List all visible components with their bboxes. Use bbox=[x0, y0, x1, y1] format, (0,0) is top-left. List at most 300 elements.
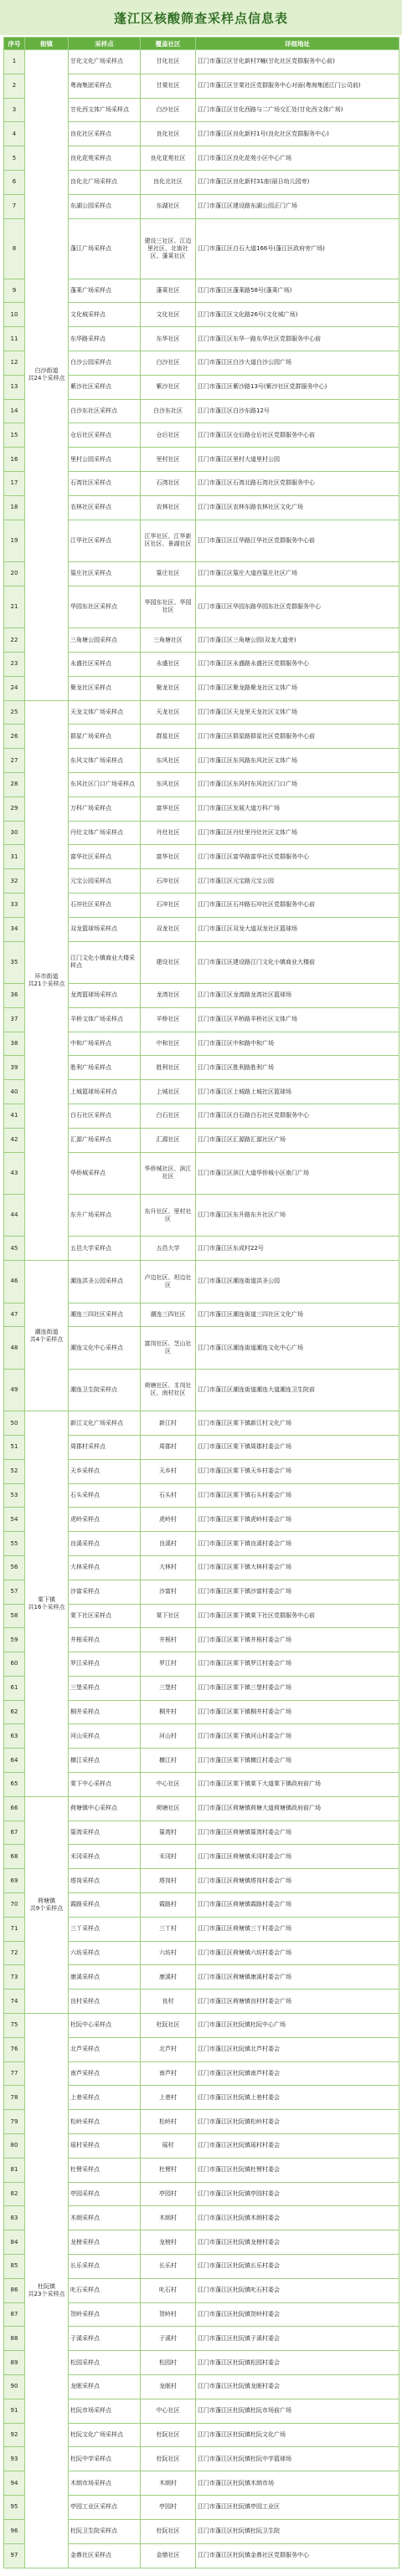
detailed-address: 江门市蓬江区三角塘公园(双龙大道旁) bbox=[196, 628, 399, 653]
covered-community: 松园村 bbox=[141, 2351, 196, 2375]
sampling-site-name: 中和广场采样点 bbox=[69, 1032, 141, 1056]
table-row bbox=[4, 2014, 399, 2038]
row-number: 17 bbox=[4, 471, 25, 495]
covered-community: 三丫村 bbox=[141, 1917, 196, 1941]
detailed-address: 江门市蓬江区杜阮镇子溪村委会 bbox=[196, 2327, 399, 2351]
row-number: 4 bbox=[4, 122, 25, 146]
row-number: 77 bbox=[4, 2061, 25, 2086]
sampling-site-name: 金鼎社区采样点 bbox=[69, 2543, 141, 2568]
covered-community: 三堡村 bbox=[141, 1676, 196, 1700]
row-number: 83 bbox=[4, 2206, 25, 2230]
detailed-address: 江门市蓬江区东华一路东华社区党群服务中心前 bbox=[196, 327, 399, 351]
table-body bbox=[4, 50, 399, 2568]
sampling-site-name: 潮连卫生院采样点 bbox=[69, 1369, 141, 1411]
detailed-address: 江门市蓬江区白沙大道白沙公园广场 bbox=[196, 351, 399, 375]
row-number: 79 bbox=[4, 2110, 25, 2134]
sampling-site-name: 长乐采样点 bbox=[69, 2255, 141, 2279]
row-number: 75 bbox=[4, 2014, 25, 2038]
sampling-site-name: 东华路采样点 bbox=[69, 327, 141, 351]
header-row bbox=[4, 38, 399, 50]
row-number: 8 bbox=[4, 218, 25, 279]
covered-community: 霞路村 bbox=[141, 1893, 196, 1918]
row-number: 26 bbox=[4, 725, 25, 749]
row-number: 22 bbox=[4, 628, 25, 653]
row-number: 5 bbox=[4, 146, 25, 171]
sampling-site-name: 沙富采样点 bbox=[69, 1580, 141, 1604]
sampling-site-name: 上巷采样点 bbox=[69, 2086, 141, 2110]
row-number: 95 bbox=[4, 2495, 25, 2519]
sampling-site-name: 良化花苑采样点 bbox=[69, 146, 141, 171]
detailed-address: 江门市蓬江区杜阮镇上巷村委会 bbox=[196, 2086, 399, 2110]
sampling-site-name: 石湾社区采样点 bbox=[69, 471, 141, 495]
covered-community: 东风社区 bbox=[141, 772, 196, 796]
town-site-count: 共21个采样点 bbox=[28, 980, 65, 987]
sampling-site-name: 潮连文化中心采样点 bbox=[69, 1327, 141, 1369]
detailed-address: 江门市蓬江区潮连街道洪圣公园 bbox=[196, 1261, 399, 1303]
column-header-town: 街镇 bbox=[25, 38, 69, 50]
covered-community: 荷塘社区 bbox=[141, 1796, 196, 1821]
sampling-site-name: 蓬江广场采样点 bbox=[69, 218, 141, 279]
row-number: 52 bbox=[4, 1459, 25, 1483]
detailed-address: 江门市蓬江区篁庄大道西篁庄社区广场 bbox=[196, 561, 399, 586]
covered-community: 紫沙社区 bbox=[141, 375, 196, 399]
table-row bbox=[4, 1261, 399, 1303]
sampling-site-name: 蓬莱广场采样点 bbox=[69, 279, 141, 303]
sampling-site-name: 松园采样点 bbox=[69, 2351, 141, 2375]
covered-community: 丹灶社区 bbox=[141, 821, 196, 845]
town-cell bbox=[25, 1261, 69, 1411]
covered-community: 杜臂村 bbox=[141, 2158, 196, 2182]
row-number: 49 bbox=[4, 1369, 25, 1411]
detailed-address: 江门市蓬江区良化花苑小区中心广场 bbox=[196, 146, 399, 171]
detailed-address: 江门市蓬江区杜阮镇木朗市场 bbox=[196, 2471, 399, 2496]
table-row bbox=[4, 50, 399, 74]
town-cell bbox=[25, 1411, 69, 1797]
detailed-address: 江门市蓬江区荷塘镇荷塘大道荷塘镇政府前广场 bbox=[196, 1796, 399, 1821]
row-number: 33 bbox=[4, 893, 25, 917]
row-number: 69 bbox=[4, 1869, 25, 1893]
row-number: 70 bbox=[4, 1893, 25, 1918]
detailed-address: 江门市蓬江区中和路中和广场 bbox=[196, 1032, 399, 1056]
row-number: 7 bbox=[4, 194, 25, 218]
sampling-site-name: 里村公园采样点 bbox=[69, 448, 141, 472]
covered-community: 天龙社区 bbox=[141, 700, 196, 725]
sampling-site-name: 白沙公园采样点 bbox=[69, 351, 141, 375]
detailed-address: 江门市蓬江区棠下镇罗江村委会广场 bbox=[196, 1652, 399, 1677]
row-number: 97 bbox=[4, 2543, 25, 2568]
town-site-count: 共4个采样点 bbox=[29, 1335, 64, 1343]
covered-community: 六坊村 bbox=[141, 1941, 196, 1965]
sampling-site-name: 良村采样点 bbox=[69, 1990, 141, 2014]
sampling-site-name: 三丫采样点 bbox=[69, 1917, 141, 1941]
sampling-site-name: 上城篮球场采样点 bbox=[69, 1080, 141, 1104]
sampling-site-name: 杜阮中心采样点 bbox=[69, 2014, 141, 2038]
covered-community: 富华社区 bbox=[141, 845, 196, 869]
sampling-site-name: 东升广场采样点 bbox=[69, 1194, 141, 1236]
row-number: 10 bbox=[4, 303, 25, 327]
row-number: 64 bbox=[4, 1749, 25, 1773]
sampling-site-name: 桐井采样点 bbox=[69, 1700, 141, 1724]
detailed-address: 江门市蓬江区里村大道里村公园 bbox=[196, 448, 399, 472]
row-number: 12 bbox=[4, 351, 25, 375]
detailed-address: 江门市蓬江区羊桥路羊桥社区文体广场 bbox=[196, 1007, 399, 1032]
sampling-site-name: 石头采样点 bbox=[69, 1483, 141, 1508]
detailed-address: 江门市蓬江区荷塘镇禾冈村委会广场 bbox=[196, 1845, 399, 1869]
covered-community: 桐井村 bbox=[141, 1700, 196, 1724]
column-header-community: 覆盖社区 bbox=[141, 38, 196, 50]
covered-community: 白沙社区 bbox=[141, 98, 196, 122]
detailed-address: 江门市蓬江区杜阮镇贺岭村委会 bbox=[196, 2302, 399, 2327]
covered-community: 东风社区 bbox=[141, 749, 196, 773]
row-number: 18 bbox=[4, 495, 25, 520]
detailed-address: 江门市蓬江区丹灶里丹灶社区文体广场 bbox=[196, 821, 399, 845]
covered-community: 南芦村 bbox=[141, 2061, 196, 2086]
covered-community: 聚龙社区 bbox=[141, 676, 196, 700]
detailed-address: 江门市蓬江区紫沙路13号(紫沙社区党群服务中心) bbox=[196, 375, 399, 399]
detailed-address: 江门市蓬江区棠下镇虎岭村委会广场 bbox=[196, 1508, 399, 1532]
covered-community: 双龙社区 bbox=[141, 917, 196, 941]
sampling-site-name: 棠下社区采样点 bbox=[69, 1604, 141, 1628]
row-number: 66 bbox=[4, 1796, 25, 1821]
row-number: 39 bbox=[4, 1056, 25, 1080]
covered-community: 河山村 bbox=[141, 1724, 196, 1749]
row-number: 1 bbox=[4, 50, 25, 74]
covered-community: 木朗村 bbox=[141, 2471, 196, 2496]
row-number: 20 bbox=[4, 561, 25, 586]
covered-community: 石冲社区 bbox=[141, 869, 196, 894]
sampling-site-name: 潮连洪圣公园采样点 bbox=[69, 1261, 141, 1303]
table-row bbox=[4, 700, 399, 725]
covered-community: 中心社区 bbox=[141, 2399, 196, 2423]
sampling-site-name: 杜阮中学采样点 bbox=[69, 2447, 141, 2471]
detailed-address: 江门市蓬江区杜阮镇亭园村委会 bbox=[196, 2182, 399, 2206]
covered-community: 禾冈村 bbox=[141, 1845, 196, 1869]
row-number: 55 bbox=[4, 1532, 25, 1556]
detailed-address: 江门市蓬江区棠下镇周郡村委会广场 bbox=[196, 1435, 399, 1459]
detailed-address: 江门市蓬江区东成村22号 bbox=[196, 1237, 399, 1261]
row-number: 43 bbox=[4, 1152, 25, 1194]
detailed-address: 江门市蓬江区荷塘镇塔岗村委会广场 bbox=[196, 1869, 399, 1893]
detailed-address: 江门市蓬江区潮连街道三四社区文化广场 bbox=[196, 1303, 399, 1327]
covered-community: 三角塘社区 bbox=[141, 628, 196, 653]
sampling-site-name: 东风社区门口广场采样点 bbox=[69, 772, 141, 796]
town-cell bbox=[25, 2014, 69, 2568]
covered-community: 罗江村 bbox=[141, 1652, 196, 1677]
row-number: 34 bbox=[4, 917, 25, 941]
row-number: 96 bbox=[4, 2519, 25, 2543]
row-number: 50 bbox=[4, 1411, 25, 1436]
row-number: 68 bbox=[4, 1845, 25, 1869]
detailed-address: 江门市蓬江区潮连街道潮连大道潮连卫生院前 bbox=[196, 1369, 399, 1411]
detailed-address: 江门市蓬江区荷塘镇霞路村委会广场 bbox=[196, 1893, 399, 1918]
sampling-site-name: 南芦采样点 bbox=[69, 2061, 141, 2086]
sampling-site-name: 农林社区采样点 bbox=[69, 495, 141, 520]
table-header bbox=[4, 38, 399, 50]
sampling-site-name: 石冲社区采样点 bbox=[69, 893, 141, 917]
detailed-address: 江门市蓬江区富华路富华社区党群服务中心 bbox=[196, 845, 399, 869]
sampling-site-name: 甘化文化广场采样点 bbox=[69, 50, 141, 74]
row-number: 2 bbox=[4, 74, 25, 98]
sampling-site-name: 东风文体广场采样点 bbox=[69, 749, 141, 773]
row-number: 81 bbox=[4, 2158, 25, 2182]
covered-community: 仓后社区 bbox=[141, 423, 196, 448]
detailed-address: 江门市蓬江区东升路东升社区广场 bbox=[196, 1194, 399, 1236]
sampling-site-name: 汇源广场采样点 bbox=[69, 1128, 141, 1152]
covered-community: 白石社区 bbox=[141, 1104, 196, 1128]
row-number: 61 bbox=[4, 1676, 25, 1700]
row-number: 72 bbox=[4, 1941, 25, 1965]
detailed-address: 江门市蓬江区棠下镇横江村委会广场 bbox=[196, 1749, 399, 1773]
row-number: 53 bbox=[4, 1483, 25, 1508]
sampling-site-name: 木朗采样点 bbox=[69, 2206, 141, 2230]
row-number: 40 bbox=[4, 1080, 25, 1104]
detailed-address: 江门市蓬江区汇源路汇源社区广场 bbox=[196, 1128, 399, 1152]
detailed-address: 江门市蓬江区杜阮镇松园村委会 bbox=[196, 2351, 399, 2375]
town-name: 杜阮镇 bbox=[38, 2283, 55, 2291]
covered-community: 东升社区、里村社区 bbox=[141, 1194, 196, 1236]
row-number: 74 bbox=[4, 1990, 25, 2014]
row-number: 93 bbox=[4, 2447, 25, 2471]
detailed-address: 江门市蓬江区杜阮镇龙榜村委会 bbox=[196, 2230, 399, 2255]
sampling-site-name: 虎岭采样点 bbox=[69, 1508, 141, 1532]
sampling-site-name: 子溪采样点 bbox=[69, 2327, 141, 2351]
covered-community: 良化北社区 bbox=[141, 170, 196, 194]
covered-community: 虎岭村 bbox=[141, 1508, 196, 1532]
covered-community: 中心社区 bbox=[141, 1773, 196, 1797]
column-header-number: 序号 bbox=[4, 38, 25, 50]
sampling-site-name: 龙湾篮球场采样点 bbox=[69, 983, 141, 1007]
sampling-site-name: 周郡村采样点 bbox=[69, 1435, 141, 1459]
row-number: 57 bbox=[4, 1580, 25, 1604]
covered-community: 亭园村 bbox=[141, 2182, 196, 2206]
covered-community: 塔岗村 bbox=[141, 1869, 196, 1893]
column-header-address: 详细地址 bbox=[196, 38, 399, 50]
row-number: 3 bbox=[4, 98, 25, 122]
covered-community: 荷塘社区、豸岗社区、南村社区 bbox=[141, 1369, 196, 1411]
detailed-address: 江门市蓬江区发展大道万科广场 bbox=[196, 796, 399, 821]
row-number: 71 bbox=[4, 1917, 25, 1941]
covered-community: 亭园村 bbox=[141, 2495, 196, 2519]
covered-community: 龙湾社区 bbox=[141, 983, 196, 1007]
sampling-site-name: 罗江采样点 bbox=[69, 1652, 141, 1677]
detailed-address: 江门市蓬江区农林东路农林社区文化广场 bbox=[196, 495, 399, 520]
covered-community: 篁湾村 bbox=[141, 1821, 196, 1845]
covered-community: 羊桥社区 bbox=[141, 1007, 196, 1032]
covered-community: 卢边社区、坦边社区 bbox=[141, 1261, 196, 1303]
covered-community: 石冲社区 bbox=[141, 893, 196, 917]
detailed-address: 江门市蓬江区棠下镇大林村委会广场 bbox=[196, 1555, 399, 1580]
row-number: 15 bbox=[4, 423, 25, 448]
detailed-address: 江门市蓬江区棠下镇棠下大道棠下镇政府前广场 bbox=[196, 1773, 399, 1797]
detailed-address: 江门市蓬江区聚龙路聚龙社区文体广场 bbox=[196, 676, 399, 700]
sampling-site-name: 羊桥文体广场采样点 bbox=[69, 1007, 141, 1032]
sampling-site-name: 井根采样点 bbox=[69, 1628, 141, 1652]
sampling-site-name: 甘化西文体广场采样点 bbox=[69, 98, 141, 122]
detailed-address: 江门市蓬江区杜阮镇松岭村委会 bbox=[196, 2110, 399, 2134]
detailed-address: 江门市蓬江区棠下镇良溪村委会广场 bbox=[196, 1532, 399, 1556]
sampling-site-name: 紫沙社区采样点 bbox=[69, 375, 141, 399]
covered-community: 金鼎社区 bbox=[141, 2543, 196, 2568]
sampling-site-name: 江门文化小镇商业大楼采样点 bbox=[69, 941, 141, 983]
covered-community: 永盛社区 bbox=[141, 652, 196, 676]
covered-community: 胜利社区 bbox=[141, 1056, 196, 1080]
covered-community: 里村社区 bbox=[141, 448, 196, 472]
detailed-address: 江门市蓬江区棠下镇井根村委会广场 bbox=[196, 1628, 399, 1652]
detailed-address: 江门市蓬江区杜阮镇杜阮文化广场 bbox=[196, 2423, 399, 2447]
sampling-site-name: 江华社区采样点 bbox=[69, 520, 141, 561]
covered-community: 上巷村 bbox=[141, 2086, 196, 2110]
sampling-site-name: 良溪采样点 bbox=[69, 1532, 141, 1556]
row-number: 6 bbox=[4, 170, 25, 194]
sampling-site-name: 天乡采样点 bbox=[69, 1459, 141, 1483]
sampling-site-name: 新江文化广场采样点 bbox=[69, 1411, 141, 1436]
detailed-address: 江门市蓬江区棠下镇天乡村委会广场 bbox=[196, 1459, 399, 1483]
column-header-site: 采样点 bbox=[69, 38, 141, 50]
detailed-address: 江门市蓬江区棠下镇石头村委会广场 bbox=[196, 1483, 399, 1508]
covered-community: 白沙社区 bbox=[141, 351, 196, 375]
town-cell bbox=[25, 50, 69, 701]
sampling-site-name: 瑶村采样点 bbox=[69, 2134, 141, 2159]
detailed-address: 江门市蓬江区东风路东风社区文体广场 bbox=[196, 749, 399, 773]
covered-community: 北芦村 bbox=[141, 2037, 196, 2061]
detailed-address: 江门市蓬江区棠下镇桐井村委会广场 bbox=[196, 1700, 399, 1724]
covered-community: 甘棠社区 bbox=[141, 74, 196, 98]
row-number: 19 bbox=[4, 520, 25, 561]
detailed-address: 江门市蓬江区白石大道166号(蓬江区政府旁广场) bbox=[196, 218, 399, 279]
covered-community: 蓬莱社区 bbox=[141, 279, 196, 303]
covered-community: 龙眠村 bbox=[141, 2375, 196, 2399]
covered-community: 群星社区 bbox=[141, 725, 196, 749]
covered-community: 富华社区 bbox=[141, 796, 196, 821]
row-number: 56 bbox=[4, 1555, 25, 1580]
sampling-site-name: 杜阮市场采样点 bbox=[69, 2399, 141, 2423]
covered-community: 龙榜村 bbox=[141, 2230, 196, 2255]
detailed-address: 江门市蓬江区江华路江华社区党群服务中心前 bbox=[196, 520, 399, 561]
detailed-address: 江门市蓬江区杜阮镇杜阮中心广场 bbox=[196, 2014, 399, 2038]
detailed-address: 江门市蓬江区荷塘镇篁湾村委会广场 bbox=[196, 1821, 399, 1845]
row-number: 47 bbox=[4, 1303, 25, 1327]
covered-community: 良村 bbox=[141, 1990, 196, 2014]
town-name: 环市街道 bbox=[34, 972, 59, 980]
sampling-site-name: 东湖公园采样点 bbox=[69, 194, 141, 218]
row-number: 21 bbox=[4, 586, 25, 627]
detailed-address: 江门市蓬江区杜阮镇长乐村委会 bbox=[196, 2255, 399, 2279]
row-number: 37 bbox=[4, 1007, 25, 1032]
sampling-site-name: 潮连三四社区采样点 bbox=[69, 1303, 141, 1327]
row-number: 23 bbox=[4, 652, 25, 676]
sampling-site-name: 五邑大学采样点 bbox=[69, 1237, 141, 1261]
sampling-site-name: 塔岗采样点 bbox=[69, 1869, 141, 1893]
covered-community: 潮连三四社区 bbox=[141, 1303, 196, 1327]
covered-community: 周郡村 bbox=[141, 1435, 196, 1459]
detailed-address: 江门市蓬江区东风村东风社区门口广场 bbox=[196, 772, 399, 796]
covered-community: 上城社区 bbox=[141, 1080, 196, 1104]
row-number: 25 bbox=[4, 700, 25, 725]
covered-community: 叱石村 bbox=[141, 2278, 196, 2302]
detailed-address: 江门市蓬江区棠下镇三堡村委会广场 bbox=[196, 1676, 399, 1700]
town-name: 棠下镇 bbox=[38, 1596, 55, 1603]
sampling-site-name: 聚龙社区采样点 bbox=[69, 676, 141, 700]
detailed-address: 江门市蓬江区上城路上城社区篮球场 bbox=[196, 1080, 399, 1104]
sampling-site-name: 胜利广场采样点 bbox=[69, 1056, 141, 1080]
sampling-site-name: 万科广场采样点 bbox=[69, 796, 141, 821]
page-title: 蓬江区核酸筛查采样点信息表 bbox=[113, 10, 288, 26]
sampling-site-name: 杜阮卫生院采样点 bbox=[69, 2519, 141, 2543]
sampling-site-name: 华侨城采样点 bbox=[69, 1152, 141, 1194]
detailed-address: 江门市蓬江区甘化新村7幢(甘化社区党群服务中心前) bbox=[196, 50, 399, 74]
row-number: 27 bbox=[4, 749, 25, 773]
covered-community: 华园东社区、华园社区 bbox=[141, 586, 196, 627]
row-number: 24 bbox=[4, 676, 25, 700]
detailed-address: 江门市蓬江区杜阮镇龙眠村委会 bbox=[196, 2375, 399, 2399]
detailed-address: 江门市蓬江区甘化西路与二广场交汇处(甘化西文体广场) bbox=[196, 98, 399, 122]
row-number: 86 bbox=[4, 2278, 25, 2302]
detailed-address: 江门市蓬江区杜阮镇杜臂村委会 bbox=[196, 2158, 399, 2182]
detailed-address: 江门市蓬江区良化新村1号(良化社区党群服务中心) bbox=[196, 122, 399, 146]
detailed-address: 江门市蓬江区石冲路石冲社区党群服务中心前 bbox=[196, 893, 399, 917]
sampling-site-name: 霞路采样点 bbox=[69, 1893, 141, 1918]
row-number: 13 bbox=[4, 375, 25, 399]
sampling-site-name: 群星广场采样点 bbox=[69, 725, 141, 749]
sampling-site-name: 华园东社区采样点 bbox=[69, 586, 141, 627]
sampling-site-name: 三角塘公园采样点 bbox=[69, 628, 141, 653]
covered-community: 五邑大学 bbox=[141, 1237, 196, 1261]
sampling-site-name: 荷塘镇中心采样点 bbox=[69, 1796, 141, 1821]
detailed-address: 江门市蓬江区文化路26号(文化城广场) bbox=[196, 303, 399, 327]
detailed-address: 江门市蓬江区杜阮镇瑶村村委会 bbox=[196, 2134, 399, 2159]
row-number: 29 bbox=[4, 796, 25, 821]
detailed-address: 江门市蓬江区荷塘镇三丫村委会广场 bbox=[196, 1917, 399, 1941]
row-number: 9 bbox=[4, 279, 25, 303]
table-row bbox=[4, 1796, 399, 1821]
row-number: 44 bbox=[4, 1194, 25, 1236]
row-number: 45 bbox=[4, 1237, 25, 1261]
covered-community: 长乐村 bbox=[141, 2255, 196, 2279]
covered-community: 木朗村 bbox=[141, 2206, 196, 2230]
sampling-site-name: 松岭采样点 bbox=[69, 2110, 141, 2134]
covered-community: 建设社区 bbox=[141, 941, 196, 983]
sampling-site-name: 粤海集团采样点 bbox=[69, 74, 141, 98]
detailed-address: 江门市蓬江区良化新村31座(丽日幼儿园旁) bbox=[196, 170, 399, 194]
town-site-count: 共24个采样点 bbox=[28, 375, 65, 382]
row-number: 59 bbox=[4, 1628, 25, 1652]
town-site-count: 共16个采样点 bbox=[28, 1604, 65, 1611]
row-number: 85 bbox=[4, 2255, 25, 2279]
detailed-address: 江门市蓬江区龙湾路龙湾社区篮球场 bbox=[196, 983, 399, 1007]
sampling-site-name: 丹灶文体广场采样点 bbox=[69, 821, 141, 845]
sampling-site-name: 永盛社区采样点 bbox=[69, 652, 141, 676]
detailed-address: 江门市蓬江区棠下镇新江村文化广场 bbox=[196, 1411, 399, 1436]
detailed-address: 江门市蓬江区滨江大道华侨城小区南门广场 bbox=[196, 1152, 399, 1194]
sampling-site-name: 篁庄社区采样点 bbox=[69, 561, 141, 586]
covered-community: 良化社区 bbox=[141, 122, 196, 146]
sampling-site-name: 良化社区采样点 bbox=[69, 122, 141, 146]
sampling-site-name: 元宝公园采样点 bbox=[69, 869, 141, 894]
row-number: 76 bbox=[4, 2037, 25, 2061]
detailed-address: 江门市蓬江区仓后路仓后社区党群服务中心前 bbox=[196, 423, 399, 448]
row-number: 32 bbox=[4, 869, 25, 894]
detailed-address: 江门市蓬江区棠下镇棠下社区党群服务中心前 bbox=[196, 1604, 399, 1628]
detailed-address: 江门市蓬江区永盛路永盛社区党群服务中心 bbox=[196, 652, 399, 676]
row-number: 46 bbox=[4, 1261, 25, 1303]
sampling-site-name: 禾冈采样点 bbox=[69, 1845, 141, 1869]
detailed-address: 江门市蓬江区甘棠社区党群服务中心对面(粤海集团江门公司前) bbox=[196, 74, 399, 98]
detailed-address: 江门市蓬江区杜阮镇亭园工业区 bbox=[196, 2495, 399, 2519]
sampling-site-name: 贺岭采样点 bbox=[69, 2302, 141, 2327]
detailed-address: 江门市蓬江区杜阮镇杜阮中学篮球场 bbox=[196, 2447, 399, 2471]
row-number: 62 bbox=[4, 1700, 25, 1724]
detailed-address: 江门市蓬江区杜阮镇南芦村委会 bbox=[196, 2061, 399, 2086]
